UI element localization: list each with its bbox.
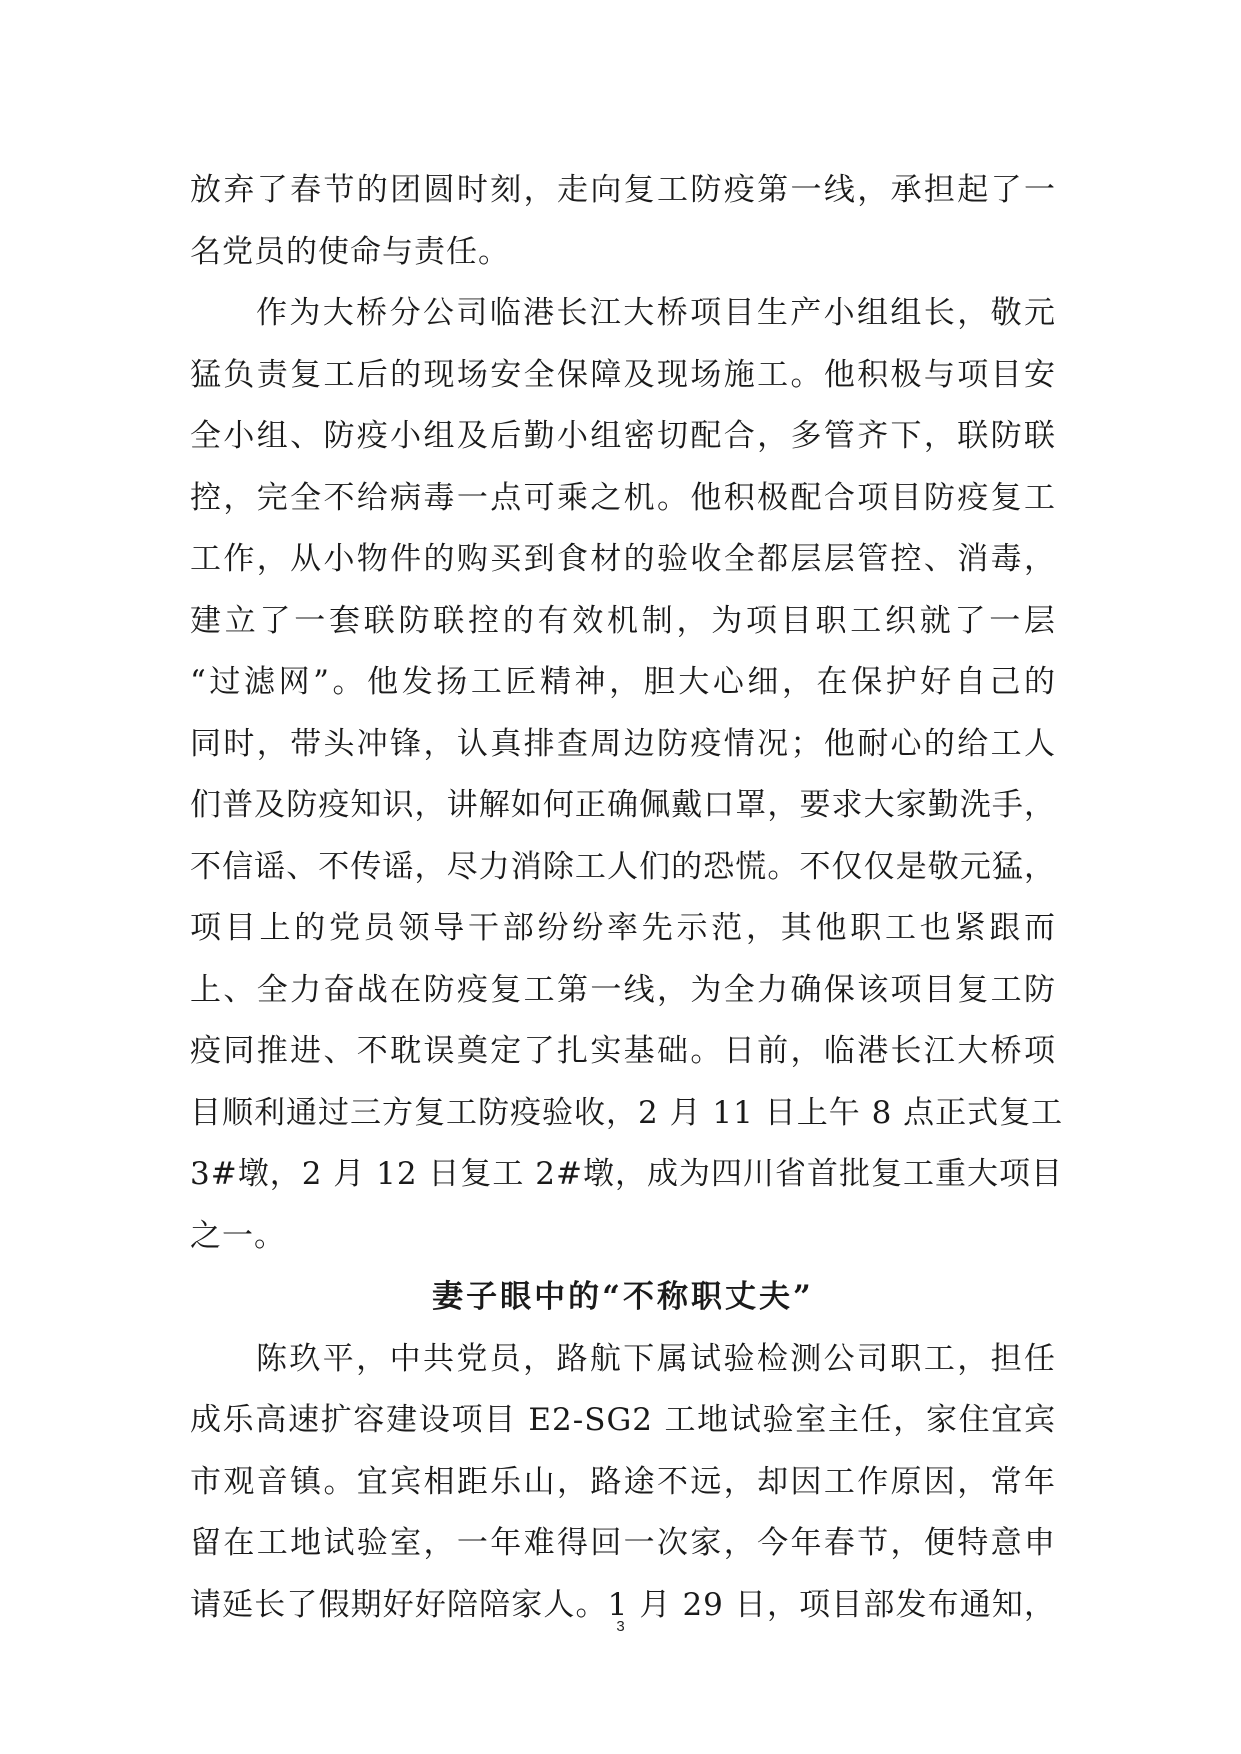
text-line: 留在工地试验室，一年难得回一次家，今年春节，便特意申 [190, 1525, 1056, 1561]
text-line: 目顺利通过三方复工防疫验收，2 月 11 日上午 8 点正式复工 [190, 1094, 1064, 1131]
text-line: 之一。 [190, 1217, 286, 1254]
text-line: 全小组、防疫小组及后勤小组密切配合，多管齐下，联防联 [190, 418, 1056, 454]
text-line: 陈玖平，中共党员，路航下属试验检测公司职工，担任 [256, 1340, 1056, 1377]
text-line: 不信谣、不传谣，尽力消除工人们的恐慌。不仅仅是敬元猛， [190, 848, 1056, 885]
text-line: 猛负责复工后的现场安全保障及现场施工。他积极与项目安 [190, 356, 1056, 393]
text-line: 成乐高速扩容建设项目 E2-SG2 工地试验室主任，家住宜宾 [190, 1402, 1056, 1438]
text-line: 建立了一套联防联控的有效机制，为项目职工织就了一层 [190, 602, 1056, 639]
text-line: 3#墩，2 月 12 日复工 2#墩，成为四川省首批复工重大项目 [190, 1156, 1063, 1192]
text-line: 控，完全不给病毒一点可乘之机。他积极配合项目防疫复工 [190, 479, 1056, 516]
page-number: 3 [616, 1618, 625, 1635]
text-line: 上、全力奋战在防疫复工第一线，为全力确保该项目复工防 [190, 971, 1056, 1008]
text-line: 市观音镇。宜宾相距乐山，路途不远，却因工作原因，常年 [190, 1463, 1056, 1500]
text-line: 作为大桥分公司临港长江大桥项目生产小组组长，敬元 [256, 295, 1056, 331]
text-line: 疫同推进、不耽误奠定了扎实基础。日前，临港长江大桥项 [190, 1033, 1056, 1069]
text-line: “过滤网”。他发扬工匠精神，胆大心细，在保护好自己的 [190, 664, 1056, 700]
paragraph-2 [190, 283, 1064, 1267]
document-body [190, 160, 1064, 1636]
section-heading: 妻子眼中的“不称职丈夫” [432, 1279, 814, 1315]
text-line: 放弃了春节的团圆时刻，走向复工防疫第一线，承担起了一 [190, 172, 1056, 208]
text-line: 项目上的党员领导干部纷纷率先示范，其他职工也紧跟而 [190, 910, 1056, 946]
text-line: 名党员的使命与责任。 [190, 233, 510, 270]
paragraph-3 [190, 1329, 1056, 1637]
text-line: 们普及防疫知识，讲解如何正确佩戴口罩，要求大家勤洗手， [190, 787, 1056, 823]
text-line: 同时，带头冲锋，认真排查周边防疫情况；他耐心的给工人 [190, 725, 1056, 762]
text-line: 工作，从小物件的购买到食材的验收全都层层管控、消毒， [190, 541, 1056, 577]
paragraph-1 [190, 160, 1056, 283]
text-line: 请延长了假期好好陪陪家人。1 月 29 日，项目部发布通知， [190, 1586, 1056, 1623]
